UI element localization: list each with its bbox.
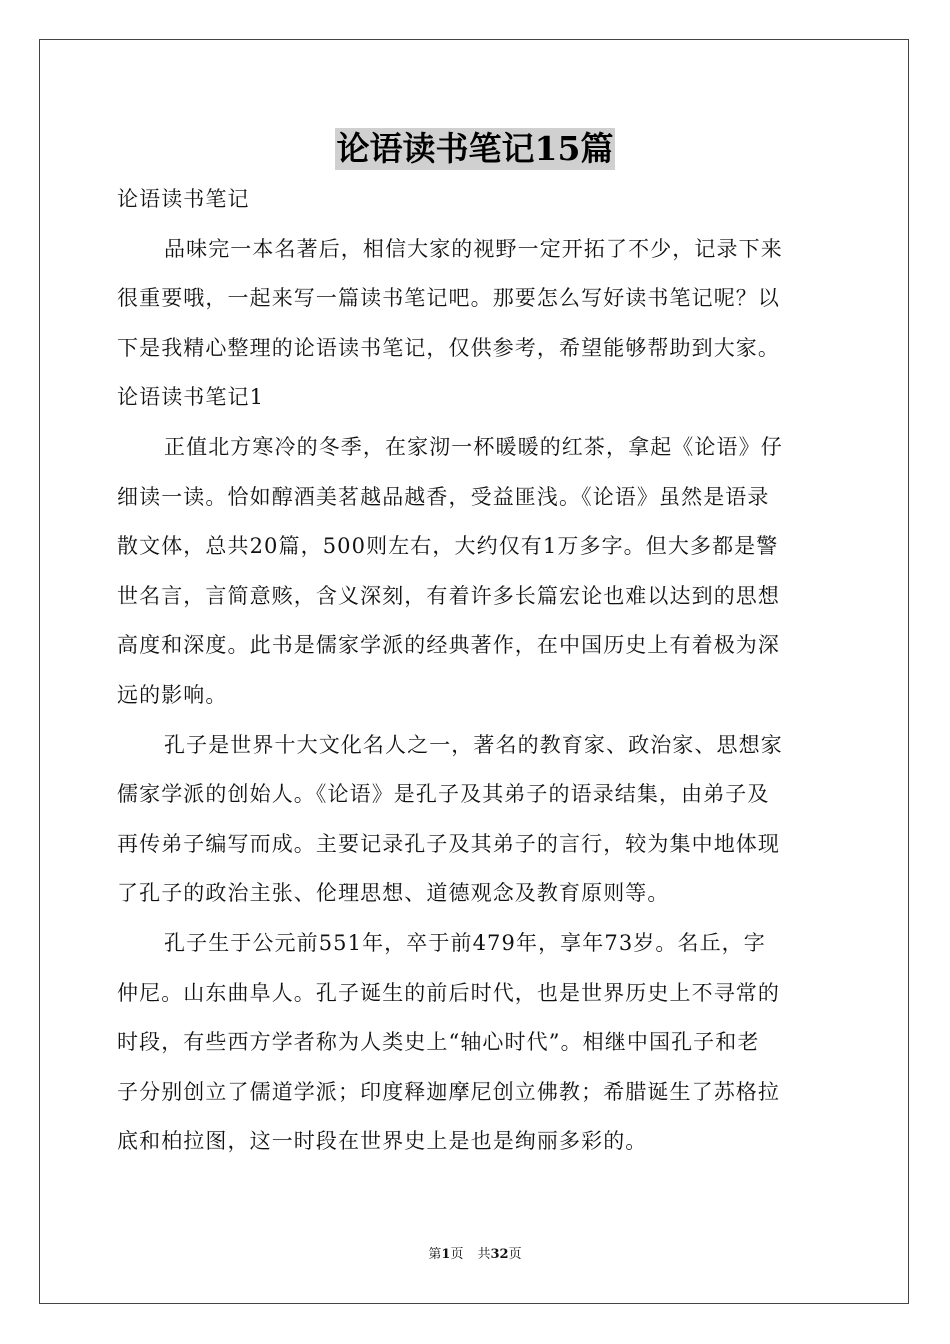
text-line: 很重要哦，一起来写一篇读书笔记吧。那要怎么写好读书笔记呢？以 [117,286,780,311]
section-heading: 论语读书笔记1 [117,385,265,410]
text-line: 底和柏拉图，这一时段在世界史上是也是绚丽多彩的。 [117,1129,648,1154]
text-line: 世名言，言简意赅，含义深刻，有着许多长篇宏论也难以达到的思想 [117,583,780,608]
text-line: 仲尼。山东曲阜人。孔子诞生的前后时代，也是世界历史上不寻常的 [117,980,780,1005]
text-line: 子分别创立了儒道学派；印度释迦摩尼创立佛教；希腊诞生了苏格拉 [117,1079,780,1104]
text-line: 细读一读。恰如醇酒美茗越品越香，受益匪浅。《论语》虽然是语录 [117,484,770,509]
text-line: 远的影响。 [117,682,228,707]
text-line: 下是我精心整理的论语读书笔记，仅供参考，希望能够帮助到大家。 [117,335,780,360]
text-line: 散文体，总共20篇，500则左右，大约仅有1万多字。但大多都是警 [117,534,779,559]
document-body [117,175,837,1167]
text-line: 儒家学派的创始人。《论语》是孔子及其弟子的语录结集，由弟子及 [117,782,770,807]
page-footer [0,1246,950,1264]
page-suffix: 页 [450,1247,464,1262]
text-line: 品味完一本名著后，相信大家的视野一定开拓了不少，记录下来 [164,236,783,261]
title-container [0,128,950,170]
total-suffix: 页 [508,1247,522,1262]
total-pages: 32 [490,1247,509,1262]
text-line: 了孔子的政治主张、伦理思想、道德观念及教育原则等。 [117,881,670,906]
text-line: 高度和深度。此书是儒家学派的经典著作，在中国历史上有着极为深 [117,633,780,658]
total-prefix: 共 [477,1247,491,1262]
text-line: 时段，有些西方学者称为人类史上“轴心时代”。相继中国孔子和老 [117,1030,760,1055]
text-line: 孔子是世界十大文化名人之一，著名的教育家、政治家、思想家 [164,732,783,757]
text-line: 孔子生于公元前551年，卒于前479年，享年73岁。名丘，字 [164,930,766,955]
text-line: 再传弟子编写而成。主要记录孔子及其弟子的言行，较为集中地体现 [117,831,780,856]
page-number: 1 [441,1247,451,1262]
text-line: 论语读书笔记 [117,187,250,211]
document-title: 论语读书笔记15篇 [336,129,614,168]
page-prefix: 第 [428,1247,442,1262]
text-line: 正值北方寒冷的冬季，在家沏一杯暖暖的红茶，拿起《论语》仔 [164,434,783,459]
